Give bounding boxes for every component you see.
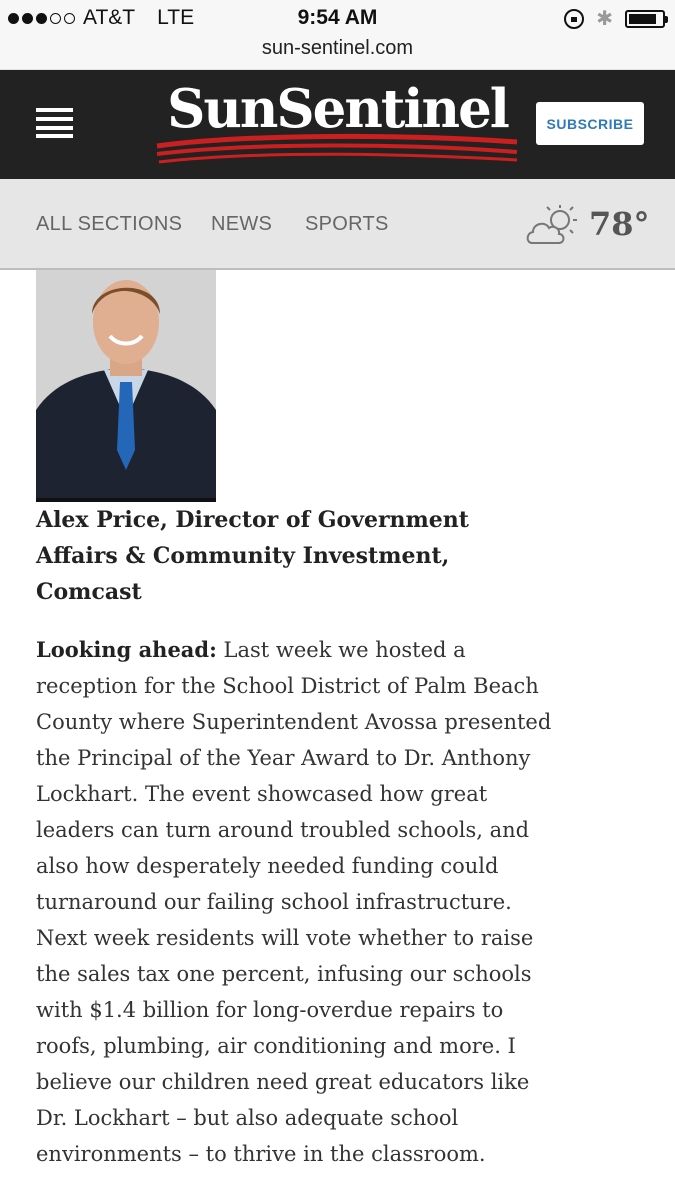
logo-swoosh (155, 132, 520, 166)
site-logo[interactable] (155, 78, 520, 170)
lead-label: Looking ahead: (36, 637, 217, 662)
nav-news[interactable]: NEWS (211, 213, 273, 235)
rotation-lock-icon (564, 9, 584, 29)
partly-cloudy-icon[interactable] (524, 203, 580, 249)
status-icons (564, 6, 665, 31)
article-body (36, 632, 556, 1172)
network-type: LTE (157, 6, 195, 29)
nav-all-sections[interactable]: ALL SECTIONS (36, 213, 183, 235)
clock: 9:54 AM (297, 6, 378, 29)
nav-sports[interactable]: SPORTS (305, 213, 389, 235)
bluetooth-icon: ✱ (596, 8, 613, 30)
author-photo (36, 270, 216, 502)
status-bar (0, 0, 675, 70)
battery-icon (625, 10, 665, 28)
section-nav (0, 179, 675, 270)
article-body-text: Last week we hosted a reception for the School District of Palm Beach County where Superintendent Avossa presented the Principal of the Year Award to Dr. Anthony Lockhart. The event showcased how great leaders can turn around troubled schools, and also how desperately needed funding could turnaround our failing school infrastructure. Next week residents will vote whether to raise the sales tax one percent, infusing our schools with $1.4 billion for long-overdue repairs to roofs, plumbing, air conditioning and more. I believe our children need great educators like Dr. Lockhart – but also adequate school environments – to thrive in the classroom. (36, 638, 552, 1166)
address-bar-url[interactable]: sun-sentinel.com (261, 37, 414, 59)
carrier-name: AT&T (83, 6, 136, 29)
menu-icon[interactable] (36, 108, 73, 138)
author-caption: Alex Price, Director of Government Affairs & Community Investment, Comcast (36, 507, 469, 605)
person-portrait-icon (36, 270, 216, 502)
logo-text: SunSentinel (167, 78, 508, 140)
temperature: 78° (589, 205, 650, 243)
subscribe-button[interactable]: SUBSCRIBE (536, 102, 644, 145)
